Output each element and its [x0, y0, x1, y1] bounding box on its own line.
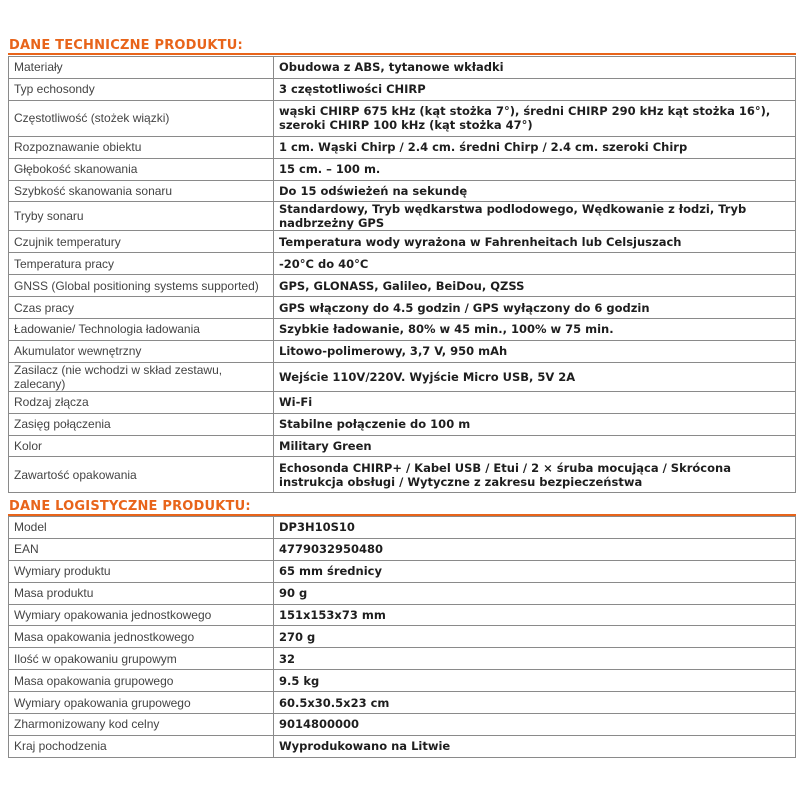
row-label: Typ echosondy: [9, 78, 274, 100]
row-value: GPS włączony do 4.5 godzin / GPS wyłączony do 6 godzin: [274, 297, 796, 319]
row-label: Akumulator wewnętrzny: [9, 340, 274, 362]
row-value: 15 cm. – 100 m.: [274, 158, 796, 180]
row-value: Echosonda CHIRP+ / Kabel USB / Etui / 2 × śruba mocująca / Skrócona instrukcja obsługi / Wytyczne z zakresu bezpieczeństwa: [274, 457, 796, 493]
row-label: Kolor: [9, 435, 274, 457]
table-row: [9, 231, 796, 253]
row-value: GPS, GLONASS, Galileo, BeiDou, QZSS: [274, 275, 796, 297]
row-value: Temperatura wody wyrażona w Fahrenheitach lub Celsjuszach: [274, 231, 796, 253]
row-value: Stabilne połączenie do 100 m: [274, 413, 796, 435]
row-value: 9014800000: [274, 714, 796, 736]
row-value: 151x153x73 mm: [274, 604, 796, 626]
table-row: [9, 648, 796, 670]
table-row: [9, 202, 796, 231]
row-value: 3 częstotliwości CHIRP: [274, 78, 796, 100]
row-label: Ilość w opakowaniu grupowym: [9, 648, 274, 670]
row-label: Zasilacz (nie wchodzi w skład zestawu, zalecany): [9, 362, 274, 391]
row-value: Standardowy, Tryb wędkarstwa podlodowego, Wędkowanie z łodzi, Tryb nadbrzeżny GPS: [274, 202, 796, 231]
row-label: Kraj pochodzenia: [9, 735, 274, 757]
table-row: [9, 253, 796, 275]
table-row: [9, 670, 796, 692]
tech-spec-table: [8, 56, 796, 493]
row-value: -20°C do 40°C: [274, 253, 796, 275]
table-row: [9, 560, 796, 582]
table-row: [9, 319, 796, 341]
row-value: Obudowa z ABS, tytanowe wkładki: [274, 57, 796, 79]
row-label: Głębokość skanowania: [9, 158, 274, 180]
table-row: [9, 735, 796, 757]
row-label: Wymiary opakowania grupowego: [9, 692, 274, 714]
row-label: Zharmonizowany kod celny: [9, 714, 274, 736]
table-row: [9, 297, 796, 319]
row-label: Rozpoznawanie obiektu: [9, 136, 274, 158]
table-row: [9, 136, 796, 158]
table-row: [9, 626, 796, 648]
table-row: [9, 604, 796, 626]
row-value: wąski CHIRP 675 kHz (kąt stożka 7°), średni CHIRP 290 kHz kąt stożka 16°), szeroki CHIRP 100 kHz (kąt stożka 47°): [274, 100, 796, 136]
table-row: [9, 57, 796, 79]
row-value: Litowo-polimerowy, 3,7 V, 950 mAh: [274, 340, 796, 362]
row-value: Szybkie ładowanie, 80% w 45 min., 100% w 75 min.: [274, 319, 796, 341]
table-row: [9, 158, 796, 180]
row-value: DP3H10S10: [274, 517, 796, 539]
row-value: Wejście 110V/220V. Wyjście Micro USB, 5V 2A: [274, 362, 796, 391]
tech-title-rule: [8, 53, 796, 55]
table-row: [9, 457, 796, 493]
table-row: [9, 692, 796, 714]
table-row: [9, 391, 796, 413]
table-row: [9, 78, 796, 100]
row-value: Wi-Fi: [274, 391, 796, 413]
row-value: 270 g: [274, 626, 796, 648]
row-value: 9.5 kg: [274, 670, 796, 692]
row-label: Szybkość skanowania sonaru: [9, 180, 274, 202]
row-value: 65 mm średnicy: [274, 560, 796, 582]
table-row: [9, 582, 796, 604]
row-value: Military Green: [274, 435, 796, 457]
tech-section-title: DANE TECHNICZNE PRODUKTU:: [9, 38, 243, 53]
row-label: Materiały: [9, 57, 274, 79]
table-row: [9, 517, 796, 539]
row-label: Masa produktu: [9, 582, 274, 604]
row-label: Czas pracy: [9, 297, 274, 319]
table-row: [9, 180, 796, 202]
row-label: Temperatura pracy: [9, 253, 274, 275]
table-row: [9, 362, 796, 391]
row-label: Rodzaj złącza: [9, 391, 274, 413]
row-value: Do 15 odświeżeń na sekundę: [274, 180, 796, 202]
logistics-section-title: DANE LOGISTYCZNE PRODUKTU:: [9, 499, 251, 514]
row-label: EAN: [9, 538, 274, 560]
table-row: [9, 100, 796, 136]
row-value: 4779032950480: [274, 538, 796, 560]
row-label: Model: [9, 517, 274, 539]
row-label: Tryby sonaru: [9, 202, 274, 231]
row-label: Ładowanie/ Technologia ładowania: [9, 319, 274, 341]
row-label: Masa opakowania grupowego: [9, 670, 274, 692]
row-value: 1 cm. Wąski Chirp / 2.4 cm. średni Chirp / 2.4 cm. szeroki Chirp: [274, 136, 796, 158]
logistics-spec-table: [8, 516, 796, 758]
row-value: 60.5x30.5x23 cm: [274, 692, 796, 714]
table-row: [9, 435, 796, 457]
table-row: [9, 275, 796, 297]
row-label: Masa opakowania jednostkowego: [9, 626, 274, 648]
row-label: Częstotliwość (stożek wiązki): [9, 100, 274, 136]
table-row: [9, 413, 796, 435]
row-value: 32: [274, 648, 796, 670]
table-row: [9, 538, 796, 560]
table-row: [9, 340, 796, 362]
row-value: 90 g: [274, 582, 796, 604]
row-label: Wymiary produktu: [9, 560, 274, 582]
row-label: Zawartość opakowania: [9, 457, 274, 493]
row-label: Wymiary opakowania jednostkowego: [9, 604, 274, 626]
row-label: Czujnik temperatury: [9, 231, 274, 253]
row-value: Wyprodukowano na Litwie: [274, 735, 796, 757]
row-label: Zasięg połączenia: [9, 413, 274, 435]
table-row: [9, 714, 796, 736]
row-label: GNSS (Global positioning systems supported): [9, 275, 274, 297]
